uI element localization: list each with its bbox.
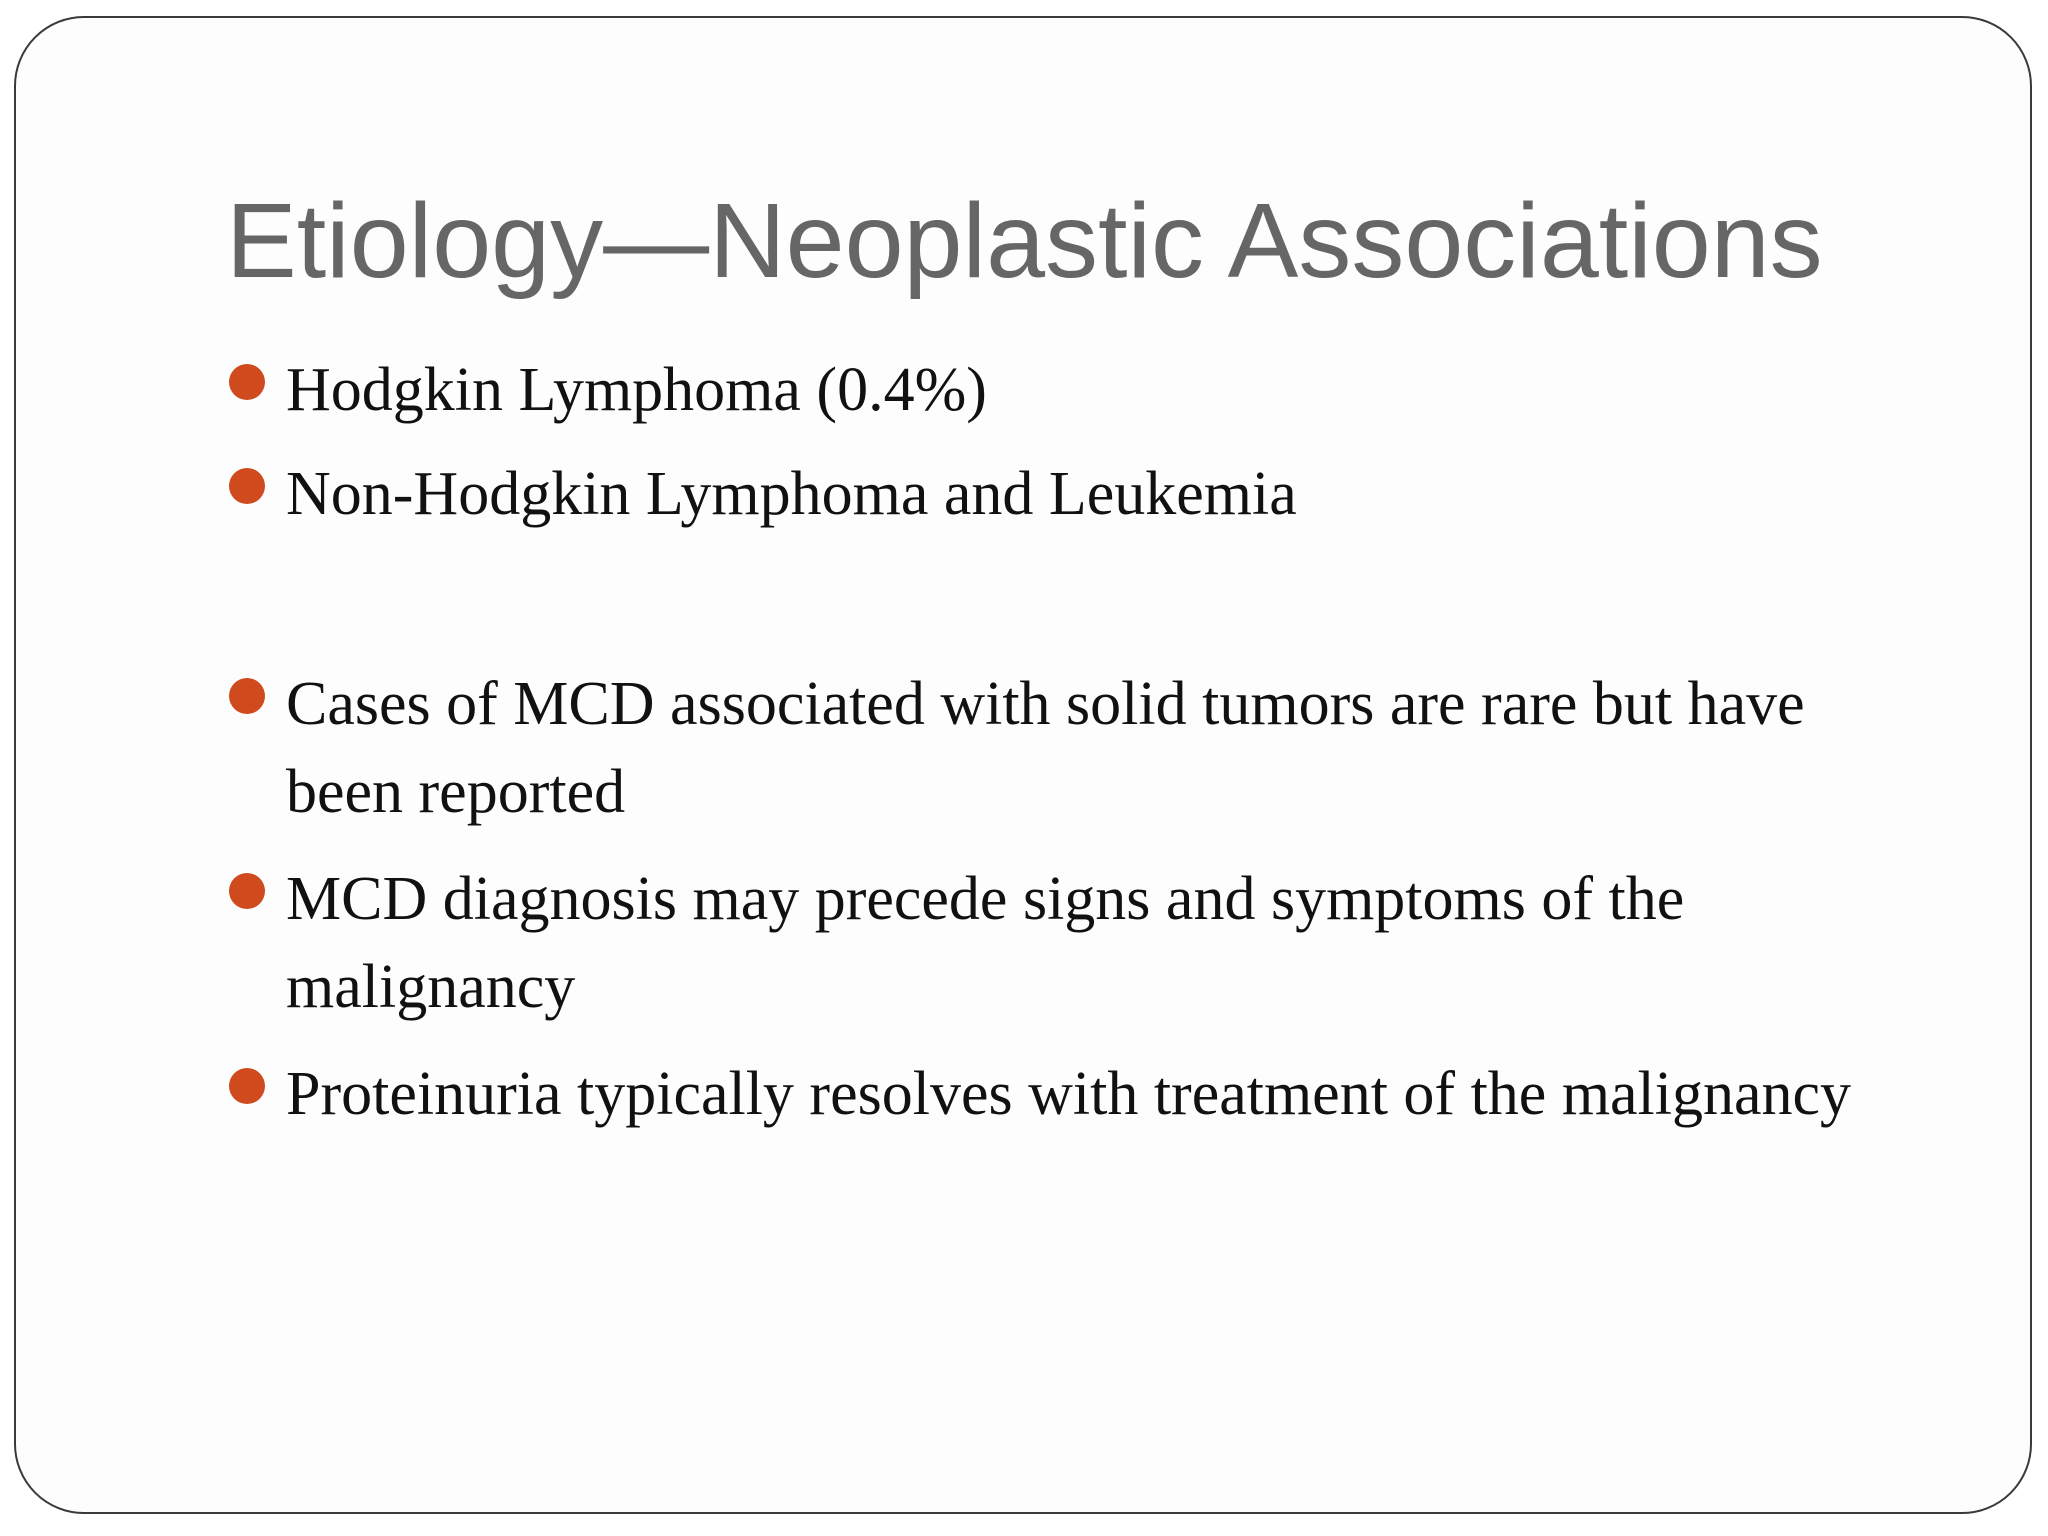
bullet-item <box>286 346 1926 434</box>
bullet-item <box>286 855 1926 1031</box>
bullet-item <box>286 1050 1926 1138</box>
bullet-dot-icon <box>229 873 265 909</box>
bullet-item <box>286 660 1926 836</box>
slide-title: Etiology—Neoplastic Associations <box>226 182 1823 300</box>
bullet-dot-icon <box>229 364 265 400</box>
bullet-text: Non-Hodgkin Lymphoma and Leukemia <box>286 460 1297 528</box>
bullet-text: Proteinuria typically resolves with treatment of the malignancy <box>286 1060 1852 1128</box>
bullet-text: Hodgkin Lymphoma (0.4%) <box>286 356 987 424</box>
bullet-item <box>286 450 1926 538</box>
bullet-dot-icon <box>229 468 265 504</box>
bullet-text: MCD diagnosis may precede signs and symptoms of the malignancy <box>286 865 1685 1021</box>
bullet-text: Cases of MCD associated with solid tumors are rare but have been reported <box>286 670 1805 826</box>
bullet-dot-icon <box>229 1068 265 1104</box>
bullet-dot-icon <box>229 678 265 714</box>
